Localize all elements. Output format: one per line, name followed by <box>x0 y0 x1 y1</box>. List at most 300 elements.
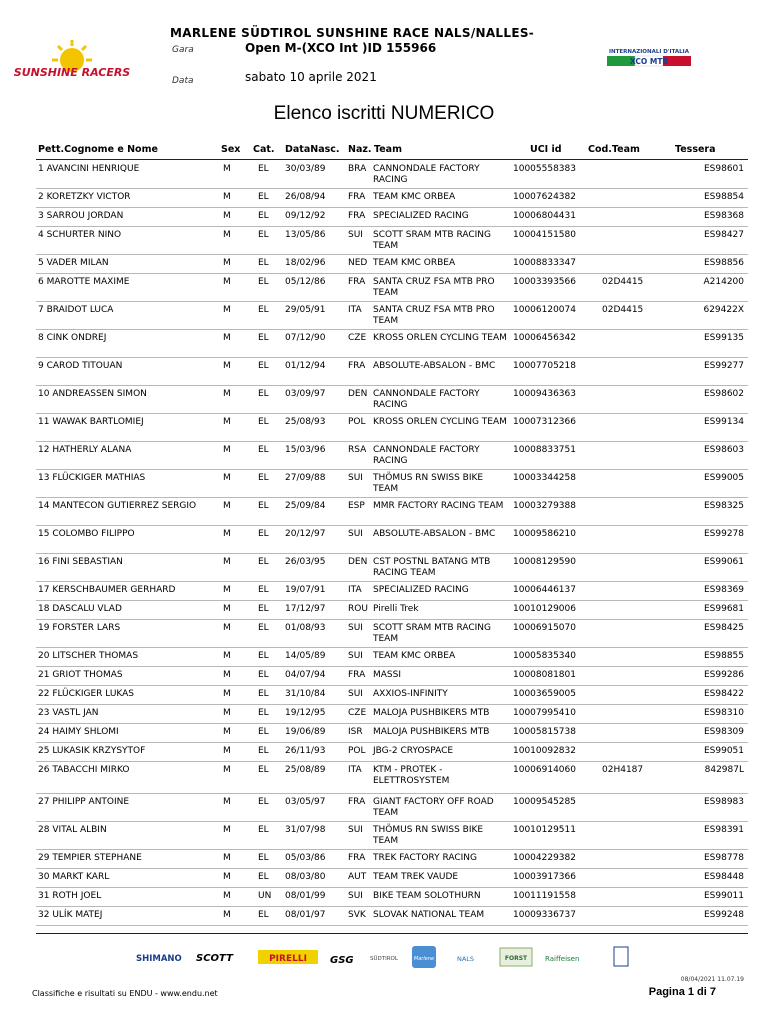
entrant-team: SANTA CRUZ FSA MTB PRO TEAM <box>373 277 495 298</box>
entrant-sex: M <box>223 727 231 737</box>
entrant-naz: SUI <box>348 230 363 240</box>
entrant-uci: 10010129006 <box>513 604 576 614</box>
gara-label: Gara <box>172 45 194 55</box>
shimano-logo: SHIMANO <box>136 954 182 964</box>
entrant-cod: 02D4415 <box>602 305 644 315</box>
entrant-naz: DEN <box>348 389 368 399</box>
entrant-dob: 26/03/95 <box>285 557 326 567</box>
row-divider <box>36 925 748 926</box>
entrant-uci: 10005835340 <box>513 651 576 661</box>
entrant-cat: EL <box>258 258 269 268</box>
entrant-name: 7 BRAIDOT LUCA <box>38 305 114 315</box>
row-divider <box>36 469 748 470</box>
entrant-name: 32 ULÍK MATEJ <box>38 910 103 920</box>
entrant-uci: 10006804431 <box>513 211 576 221</box>
entrant-naz: ITA <box>348 585 362 595</box>
row-divider <box>36 441 748 442</box>
entrant-sex: M <box>223 891 231 901</box>
entrant-uci: 10005815738 <box>513 727 576 737</box>
entrant-team: SPECIALIZED RACING <box>373 585 469 595</box>
entrant-tessera: ES98325 <box>703 501 744 511</box>
row-divider <box>36 254 748 255</box>
entrant-cat: EL <box>258 389 269 399</box>
entrant-team: MMR FACTORY RACING TEAM <box>373 501 504 511</box>
xco-logo-top-text: INTERNAZIONALI D'ITALIA <box>609 49 689 55</box>
entrant-cat: EL <box>258 192 269 202</box>
col-header-dob: DataNasc. <box>285 144 340 155</box>
entrant-cat: EL <box>258 445 269 455</box>
entrant-cat: EL <box>258 797 269 807</box>
entrant-sex: M <box>223 708 231 718</box>
entrant-dob: 08/03/80 <box>285 872 326 882</box>
entrant-tessera: ES98448 <box>703 872 744 882</box>
entrant-dob: 03/09/97 <box>285 389 326 399</box>
row-divider <box>36 868 748 869</box>
entrant-sex: M <box>223 670 231 680</box>
col-header-team: Team <box>374 144 402 155</box>
entrant-tessera: ES99061 <box>703 557 744 567</box>
entrant-naz: NED <box>348 258 368 268</box>
entrant-uci: 10006446137 <box>513 585 576 595</box>
entrant-naz: SUI <box>348 689 363 699</box>
entrant-naz: SUI <box>348 825 363 835</box>
entrant-uci: 10007312366 <box>513 417 576 427</box>
entrant-naz: DEN <box>348 557 368 567</box>
entrant-sex: M <box>223 585 231 595</box>
entrant-naz: ITA <box>348 305 362 315</box>
entrant-tessera: ES99134 <box>703 417 744 427</box>
entrant-cat: EL <box>258 670 269 680</box>
entrant-team: CANNONDALE FACTORY RACING <box>373 389 480 410</box>
entrant-tessera: ES99005 <box>703 473 744 483</box>
entrant-sex: M <box>223 417 231 427</box>
row-divider <box>36 821 748 822</box>
col-header-cat: Cat. <box>253 144 275 155</box>
entrant-sex: M <box>223 305 231 315</box>
entrant-uci: 10004151580 <box>513 230 576 240</box>
header-divider <box>36 159 748 160</box>
row-divider <box>36 301 748 302</box>
entrant-naz: SUI <box>348 891 363 901</box>
entrant-team: SANTA CRUZ FSA MTB PRO TEAM <box>373 305 495 326</box>
entrant-dob: 31/10/84 <box>285 689 326 699</box>
entrant-dob: 18/02/96 <box>285 258 326 268</box>
entrant-tessera: ES98369 <box>703 585 744 595</box>
entrant-dob: 17/12/97 <box>285 604 326 614</box>
entrant-tessera: ES98603 <box>703 445 744 455</box>
entrant-uci: 10009336737 <box>513 910 576 920</box>
entrant-dob: 04/07/94 <box>285 670 326 680</box>
entrant-cat: EL <box>258 361 269 371</box>
entrant-sex: M <box>223 192 231 202</box>
entrant-uci: 10010092832 <box>513 746 576 756</box>
entrant-uci: 10006915070 <box>513 623 576 633</box>
entrant-uci: 10010129511 <box>513 825 576 835</box>
entrant-sex: M <box>223 258 231 268</box>
entrant-sex: M <box>223 623 231 633</box>
row-divider <box>36 704 748 705</box>
entrant-uci: 10007624382 <box>513 192 576 202</box>
entrant-naz: ROU <box>348 604 368 614</box>
entrant-team: ABSOLUTE-ABSALON - BMC <box>373 529 496 539</box>
entrant-name: 31 ROTH JOEL <box>38 891 102 901</box>
entrant-uci: 10011191558 <box>513 891 576 901</box>
entrant-team: CST POSTNL BATANG MTB RACING TEAM <box>373 557 491 578</box>
row-divider <box>36 385 748 386</box>
entrant-name: 6 MAROTTE MAXIME <box>38 277 130 287</box>
entrant-team: MALOJA PUSHBIKERS MTB <box>373 708 490 718</box>
entrant-cat: EL <box>258 604 269 614</box>
row-divider <box>36 413 748 414</box>
entrant-uci: 10003659005 <box>513 689 576 699</box>
entrant-uci: 10006120074 <box>513 305 576 315</box>
entrant-tessera: ES99286 <box>703 670 744 680</box>
entrant-cat: EL <box>258 765 269 775</box>
col-header-uci: UCI id <box>530 144 562 155</box>
col-header-cod: Cod.Team <box>588 144 640 155</box>
entrant-uci: 10008833347 <box>513 258 576 268</box>
entrant-cat: EL <box>258 825 269 835</box>
entrant-name: 2 KORETZKY VICTOR <box>38 192 131 202</box>
entrant-uci: 10003917366 <box>513 872 576 882</box>
entrant-cat: EL <box>258 417 269 427</box>
entrant-sex: M <box>223 651 231 661</box>
entrant-sex: M <box>223 361 231 371</box>
entrant-cat: EL <box>258 853 269 863</box>
row-divider <box>36 666 748 667</box>
entrant-naz: CZE <box>348 333 367 343</box>
entrant-uci: 10006914060 <box>513 765 576 775</box>
entrant-tessera: ES98602 <box>703 389 744 399</box>
entrant-cat: EL <box>258 211 269 221</box>
entrant-name: 5 VADER MILAN <box>38 258 109 268</box>
entrant-team: KROSS ORLEN CYCLING TEAM <box>373 333 507 343</box>
entrant-dob: 15/03/96 <box>285 445 326 455</box>
entrant-uci: 10006456342 <box>513 333 576 343</box>
entrant-team: ABSOLUTE-ABSALON - BMC <box>373 361 496 371</box>
entrant-team: TREK FACTORY RACING <box>373 853 477 863</box>
print-timestamp: 08/04/2021 11.07.19 <box>680 976 744 983</box>
entrant-naz: RSA <box>348 445 367 455</box>
entrant-cat: EL <box>258 305 269 315</box>
entrant-tessera: ES99278 <box>703 529 744 539</box>
row-divider <box>36 761 748 762</box>
entrant-team: TEAM KMC ORBEA <box>373 258 456 268</box>
entrant-cat: EL <box>258 473 269 483</box>
entrant-naz: POL <box>348 746 366 756</box>
entrant-name: 25 LUKASIK KRZYSYTOF <box>38 746 146 756</box>
row-divider <box>36 188 748 189</box>
row-divider <box>36 685 748 686</box>
entrant-naz: SUI <box>348 473 363 483</box>
entrant-cat: UN <box>258 891 272 901</box>
entrant-sex: M <box>223 230 231 240</box>
entrant-uci: 10009586210 <box>513 529 576 539</box>
entrant-naz: POL <box>348 417 366 427</box>
entrant-name: 14 MANTECON GUTIERREZ SERGIO <box>38 501 197 511</box>
entrant-team: KROSS ORLEN CYCLING TEAM <box>373 417 507 427</box>
entrant-naz: SVK <box>348 910 366 920</box>
entrant-name: 30 MARKT KARL <box>38 872 110 882</box>
pirelli-logo: PIRELLI <box>269 954 307 964</box>
entrant-sex: M <box>223 825 231 835</box>
row-divider <box>36 581 748 582</box>
entrant-team: TEAM KMC ORBEA <box>373 192 456 202</box>
entrant-sex: M <box>223 501 231 511</box>
row-divider <box>36 207 748 208</box>
col-header-name: Pett.Cognome e Nome <box>38 144 158 155</box>
entrant-uci: 10003279388 <box>513 501 576 511</box>
footer-credit: Classifiche e risultati su ENDU - www.endu.net <box>32 989 218 998</box>
page-title: Elenco iscritti NUMERICO <box>273 103 495 124</box>
entrant-sex: M <box>223 333 231 343</box>
entrant-name: 18 DASCALU VLAD <box>38 604 122 614</box>
entrant-uci: 10009436363 <box>513 389 576 399</box>
entrant-tessera: ES98778 <box>703 853 744 863</box>
row-divider <box>36 525 748 526</box>
entrant-uci: 10009545285 <box>513 797 576 807</box>
nals-logo: NALS <box>457 955 475 963</box>
entrant-tessera: 842987L <box>704 765 744 775</box>
entrant-tessera: A214200 <box>703 277 744 287</box>
entrant-cat: EL <box>258 689 269 699</box>
entrant-name: 15 COLOMBO FILIPPO <box>38 529 135 539</box>
entrant-name: 23 VASTL JAN <box>38 708 99 718</box>
entrant-dob: 30/03/89 <box>285 164 326 174</box>
entrant-cat: EL <box>258 164 269 174</box>
entrant-cod: 02D4415 <box>602 277 644 287</box>
entrant-uci: 10008833751 <box>513 445 576 455</box>
entrant-naz: AUT <box>348 872 367 882</box>
entrant-tessera: ES98425 <box>703 623 744 633</box>
row-divider <box>36 793 748 794</box>
entrant-team: AXXIOS-INFINITY <box>373 689 448 699</box>
entrant-name: 27 PHILIPP ANTOINE <box>38 797 130 807</box>
entrant-name: 22 FLÜCKIGER LUKAS <box>38 689 135 699</box>
entrant-naz: FRA <box>348 192 366 202</box>
xco-logo-bottom-text: XCO MTB <box>629 57 669 66</box>
row-divider <box>36 357 748 358</box>
entrant-dob: 05/03/86 <box>285 853 326 863</box>
sudtirol-logo: SÜDTIROL <box>370 956 398 962</box>
entrant-dob: 31/07/98 <box>285 825 326 835</box>
entrant-name: 16 FINI SEBASTIAN <box>38 557 123 567</box>
entrant-tessera: ES99681 <box>703 604 744 614</box>
entrant-dob: 07/12/90 <box>285 333 326 343</box>
entrant-tessera: ES99248 <box>703 910 744 920</box>
entrant-team: GIANT FACTORY OFF ROAD TEAM <box>373 797 494 818</box>
entrant-naz: FRA <box>348 797 366 807</box>
entrant-name: 10 ANDREASSEN SIMON <box>38 389 147 399</box>
entrant-tessera: ES98427 <box>703 230 744 240</box>
entrant-sex: M <box>223 529 231 539</box>
internazionali-italia-xco-logo <box>604 45 694 69</box>
entrant-uci: 10008081801 <box>513 670 576 680</box>
entrant-name: 9 CAROD TITOUAN <box>38 361 123 371</box>
entrant-team: SCOTT SRAM MTB RACING TEAM <box>373 230 491 251</box>
entrant-sex: M <box>223 164 231 174</box>
entrant-team: Pirelli Trek <box>373 604 419 614</box>
entrant-naz: FRA <box>348 853 366 863</box>
entrant-naz: ITA <box>348 765 362 775</box>
entrant-sex: M <box>223 797 231 807</box>
entrant-uci: 10003393566 <box>513 277 576 287</box>
entrant-cat: EL <box>258 557 269 567</box>
entrant-naz: FRA <box>348 277 366 287</box>
entrant-uci: 10005558383 <box>513 164 576 174</box>
row-divider <box>36 619 748 620</box>
entrant-team: MASSI <box>373 670 402 680</box>
entrant-cat: EL <box>258 910 269 920</box>
entrant-dob: 08/01/97 <box>285 910 326 920</box>
entrant-tessera: ES98983 <box>703 797 744 807</box>
entrant-name: 24 HAIMY SHLOMI <box>38 727 119 737</box>
entrant-sex: M <box>223 853 231 863</box>
row-divider <box>36 497 748 498</box>
entrant-dob: 05/12/86 <box>285 277 326 287</box>
entrant-sex: M <box>223 445 231 455</box>
entrant-name: 13 FLÜCKIGER MATHIAS <box>38 473 146 483</box>
entrant-dob: 25/09/84 <box>285 501 326 511</box>
entrant-sex: M <box>223 910 231 920</box>
page-number: Pagina 1 di 7 <box>648 986 716 998</box>
entrant-name: 29 TEMPIER STEPHANE <box>38 853 142 863</box>
entrant-cat: EL <box>258 501 269 511</box>
entrant-dob: 26/08/94 <box>285 192 326 202</box>
entrant-dob: 09/12/92 <box>285 211 326 221</box>
entrant-cat: EL <box>258 585 269 595</box>
entrant-name: 20 LITSCHER THOMAS <box>38 651 139 661</box>
entrant-cat: EL <box>258 230 269 240</box>
row-divider <box>36 647 748 648</box>
entrant-name: 28 VITAL ALBIN <box>38 825 107 835</box>
entrant-naz: FRA <box>348 670 366 680</box>
entrant-sex: M <box>223 557 231 567</box>
entrant-tessera: ES98422 <box>703 689 744 699</box>
row-divider <box>36 329 748 330</box>
entrant-team: KTM - PROTEK - ELETTROSYSTEM <box>373 765 450 786</box>
entrant-tessera: ES99277 <box>703 361 744 371</box>
col-header-tessera: Tessera <box>675 144 716 155</box>
entrant-sex: M <box>223 473 231 483</box>
entrant-naz: CZE <box>348 708 367 718</box>
entrant-team: SPECIALIZED RACING <box>373 211 469 221</box>
entrant-naz: SUI <box>348 529 363 539</box>
sunshine-racers-logo <box>13 36 131 96</box>
entrant-dob: 03/05/97 <box>285 797 326 807</box>
entrant-uci: 10003344258 <box>513 473 576 483</box>
entrant-naz: ISR <box>348 727 363 737</box>
entrant-sex: M <box>223 765 231 775</box>
table-bottom-divider <box>36 933 748 934</box>
row-divider <box>36 849 748 850</box>
entrant-tessera: ES99011 <box>703 891 744 901</box>
entrant-sex: M <box>223 211 231 221</box>
data-label: Data <box>172 76 194 86</box>
entrant-sex: M <box>223 277 231 287</box>
entrant-team: MALOJA PUSHBIKERS MTB <box>373 727 490 737</box>
entrant-team: TEAM KMC ORBEA <box>373 651 456 661</box>
entrant-dob: 27/09/88 <box>285 473 326 483</box>
row-divider <box>36 553 748 554</box>
entrant-uci: 10004229382 <box>513 853 576 863</box>
table-header <box>0 144 768 158</box>
entrant-sex: M <box>223 872 231 882</box>
gsg-logo: GSG <box>330 955 354 966</box>
entrant-tessera: ES98855 <box>703 651 744 661</box>
row-divider <box>36 906 748 907</box>
raiffeisen-logo: Raiffeisen <box>545 955 580 963</box>
entrant-naz: SUI <box>348 651 363 661</box>
entrant-uci: 10007995410 <box>513 708 576 718</box>
entrant-naz: BRA <box>348 164 367 174</box>
entrant-dob: 19/07/91 <box>285 585 326 595</box>
forst-logo: FORST <box>504 955 528 962</box>
gara-value: Open M-(XCO Int )ID 155966 <box>245 41 437 55</box>
entrant-team: BIKE TEAM SOLOTHURN <box>373 891 481 901</box>
marlene-logo: Marlene <box>413 956 435 962</box>
entrant-name: 17 KERSCHBAUMER GERHARD <box>38 585 176 595</box>
entrant-cat: EL <box>258 872 269 882</box>
entrant-name: 12 HATHERLY ALANA <box>38 445 132 455</box>
entrant-dob: 26/11/93 <box>285 746 326 756</box>
logo-text: SUNSHINE RACERS <box>13 66 131 79</box>
entrant-cat: EL <box>258 529 269 539</box>
entrant-dob: 08/01/99 <box>285 891 326 901</box>
entrant-team: SCOTT SRAM MTB RACING TEAM <box>373 623 491 644</box>
entrant-sex: M <box>223 689 231 699</box>
entrant-sex: M <box>223 604 231 614</box>
entrant-name: 21 GRIOT THOMAS <box>38 670 123 680</box>
row-divider <box>36 742 748 743</box>
entrant-sex: M <box>223 746 231 756</box>
entrant-team: SLOVAK NATIONAL TEAM <box>373 910 485 920</box>
entrant-dob: 25/08/93 <box>285 417 326 427</box>
entrant-team: TEAM TREK VAUDE <box>373 872 459 882</box>
entrant-tessera: ES98368 <box>703 211 744 221</box>
entrant-name: 8 CINK ONDREJ <box>38 333 107 343</box>
entrant-tessera: ES99135 <box>703 333 744 343</box>
entrant-name: 26 TABACCHI MIRKO <box>38 765 130 775</box>
entrant-cat: EL <box>258 277 269 287</box>
entrant-team: THÖMUS RN SWISS BIKE TEAM <box>373 473 484 494</box>
entrant-naz: FRA <box>348 361 366 371</box>
entrant-tessera: ES98391 <box>703 825 744 835</box>
entrant-cod: 02H4187 <box>602 765 644 775</box>
crest-icon <box>614 947 628 966</box>
entrant-cat: EL <box>258 333 269 343</box>
row-divider <box>36 273 748 274</box>
entrant-uci: 10008129590 <box>513 557 576 567</box>
entrant-team: THÖMUS RN SWISS BIKE TEAM <box>373 825 484 846</box>
entrant-tessera: ES98856 <box>703 258 744 268</box>
entrant-dob: 14/05/89 <box>285 651 326 661</box>
entrant-dob: 29/05/91 <box>285 305 326 315</box>
entrant-team: CANNONDALE FACTORY RACING <box>373 445 480 466</box>
entrant-cat: EL <box>258 651 269 661</box>
entrant-name: 11 WAWAK BARTLOMIEJ <box>38 417 144 427</box>
entrant-dob: 20/12/97 <box>285 529 326 539</box>
entrant-naz: SUI <box>348 623 363 633</box>
entrant-dob: 19/12/95 <box>285 708 326 718</box>
entrant-team: JBG-2 CRYOSPACE <box>373 746 454 756</box>
entrant-naz: FRA <box>348 211 366 221</box>
entrant-cat: EL <box>258 623 269 633</box>
entrant-dob: 25/08/89 <box>285 765 326 775</box>
entrant-cat: EL <box>258 708 269 718</box>
entrant-sex: M <box>223 389 231 399</box>
entrant-name: 19 FORSTER LARS <box>38 623 121 633</box>
